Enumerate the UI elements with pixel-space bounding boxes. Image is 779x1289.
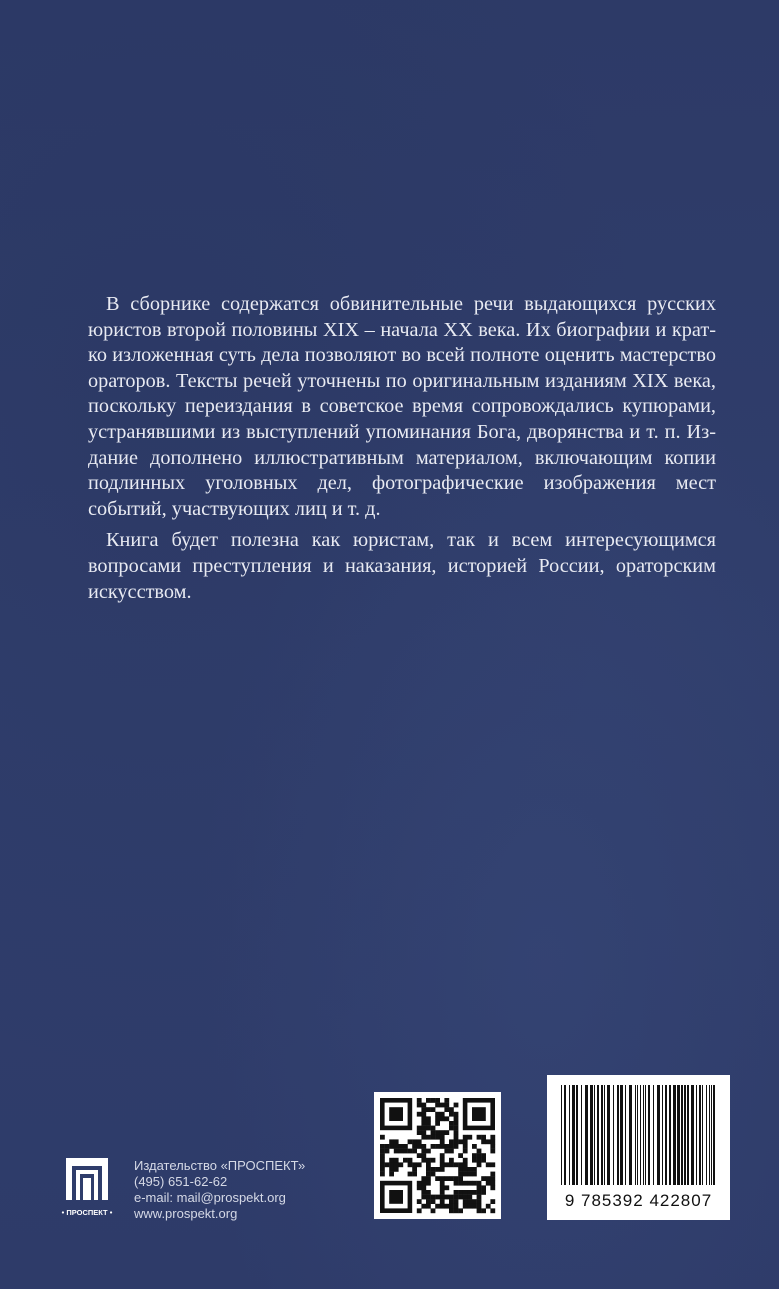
annotation-paragraph-1: В сборнике содержатся обвинительные речи выдающихся русских юристов второй половины XIX – начала XX века. Их биографии и кратко изложенная суть дела позволяют во всей полноте оценить мастерство ораторов. Тексты речей уточнены по оригинальным изданиям XIX века, поскольку переиздания в советское время сопровождались купюрами, устранявшими из выступлений упоминания Бога, дворянства и т. п. Издание дополнено иллюстративным материалом, включающим копии подлинных уголовных дел, фотографические изображения мест событий, участвующих лиц и т. д. [88,293,716,520]
barcode-icon [547,1075,730,1220]
publisher-website: www.prospekt.org [134,1206,238,1221]
publisher-phone: (495) 651-62-62 [134,1174,228,1189]
book-annotation [88,292,716,611]
publisher-contacts [134,1158,305,1222]
publisher-email: e-mail: mail@prospekt.org [134,1190,286,1205]
annotation-paragraph-2: Книга будет полезна как юристам, так и всем интересующимся вопросами преступления и наказания, историей России, ораторским искусством. [88,529,716,603]
logo-caption: • ПРОСПЕКТ • [61,1208,113,1217]
qr-code-icon [374,1092,501,1219]
prospekt-logo-icon [52,1152,122,1222]
publisher-name: Издательство «ПРОСПЕКТ» [134,1158,306,1173]
isbn-digits: 9 785392 422807 [564,1191,713,1210]
